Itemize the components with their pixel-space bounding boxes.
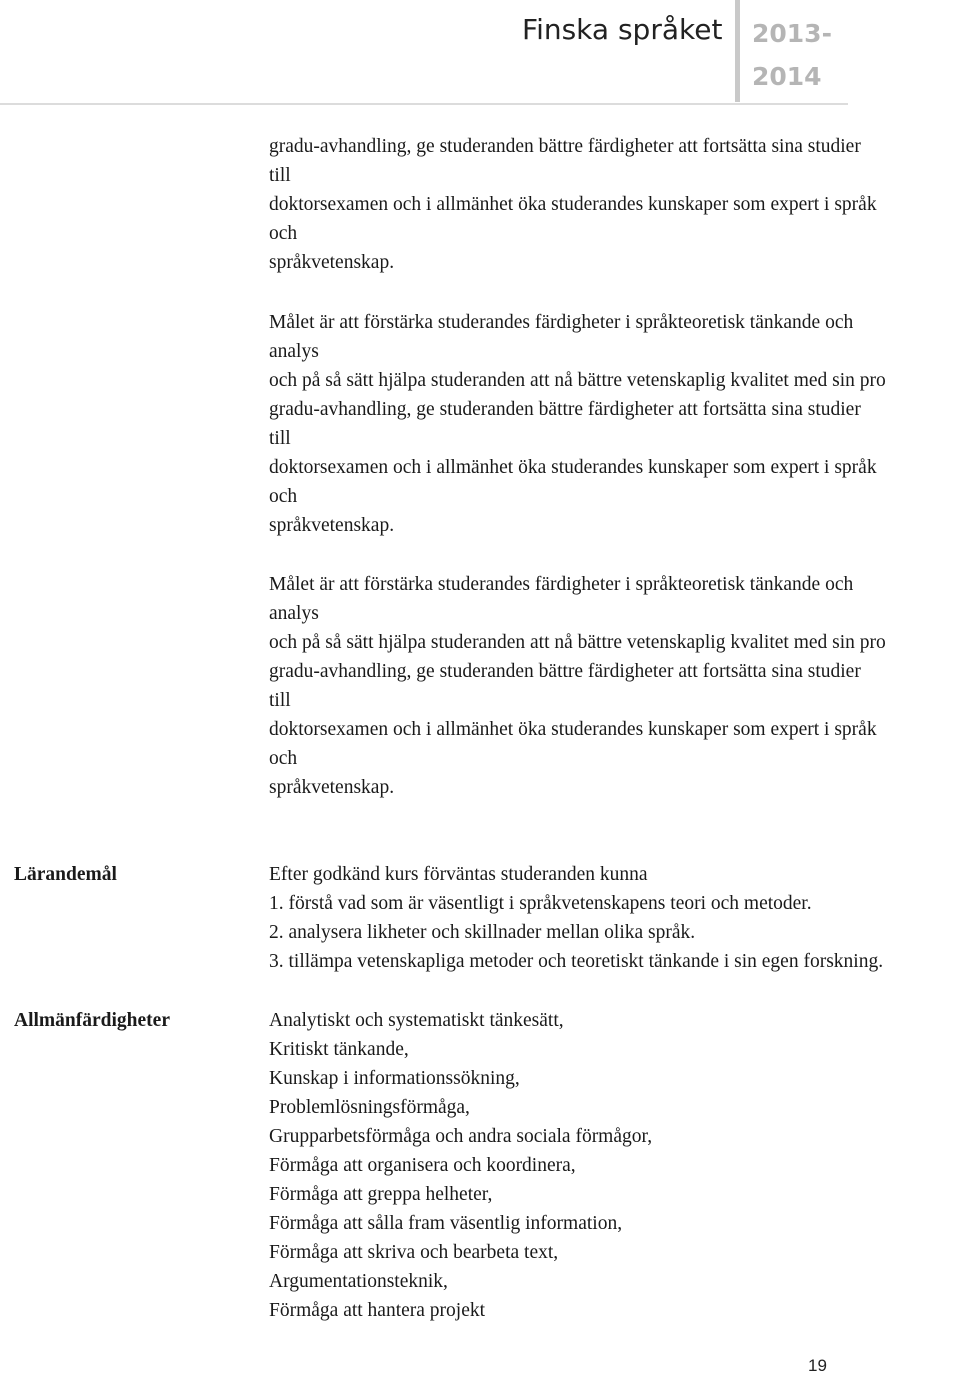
list-item: Analytiskt och systematiskt tänkesätt, xyxy=(269,1010,564,1031)
text-line: Målet är att förstärka studerandes färdigheter i språkteoretisk tänkande och xyxy=(269,312,854,333)
text-line: analys xyxy=(269,341,319,362)
list-item: 1. förstå vad som är väsentligt i språkvetenskapens teori och metoder. xyxy=(269,893,812,914)
text-line: gradu-avhandling, ge studeranden bättre färdigheter att fortsätta sina studier xyxy=(269,661,861,682)
header-year-end: 2014 xyxy=(752,62,822,91)
list-item: Förmåga att hantera projekt xyxy=(269,1300,486,1321)
text-line: Målet är att förstärka studerandes färdigheter i språkteoretisk tänkande och xyxy=(269,574,854,595)
header-rule xyxy=(0,103,848,105)
list-item: 3. tillämpa vetenskapliga metoder och teoretiskt tänkande i sin egen forskning. xyxy=(269,951,884,972)
header-title: Finska språket xyxy=(522,13,723,46)
text-line: doktorsexamen och i allmänhet öka studerandes kunskaper som expert i språk xyxy=(269,194,877,215)
paragraph-3 xyxy=(269,570,886,802)
text-line: språkvetenskap. xyxy=(269,777,395,798)
page-number: 19 xyxy=(808,1356,827,1375)
text-line: till xyxy=(269,690,291,711)
section-label-larandemal: Lärandemål xyxy=(14,864,117,885)
list-item: 2. analysera likheter och skillnader mellan olika språk. xyxy=(269,922,696,943)
text-line: och på så sätt hjälpa studeranden att nå bättre vetenskaplig kvalitet med sin pro xyxy=(269,632,886,653)
paragraph-1 xyxy=(269,132,877,277)
text-line: och xyxy=(269,486,298,507)
text-line: och xyxy=(269,223,298,244)
text-line: och på så sätt hjälpa studeranden att nå bättre vetenskaplig kvalitet med sin pro xyxy=(269,370,886,391)
text-line: analys xyxy=(269,603,319,624)
list-item: Kunskap i informationssökning, xyxy=(269,1068,520,1089)
text-line: språkvetenskap. xyxy=(269,252,395,273)
header-year-start: 2013- xyxy=(752,19,832,48)
header-divider xyxy=(735,0,740,102)
text-line: gradu-avhandling, ge studeranden bättre färdigheter att fortsätta sina studier xyxy=(269,399,861,420)
text-line: doktorsexamen och i allmänhet öka studerandes kunskaper som expert i språk xyxy=(269,719,877,740)
list-item: Problemlösningsförmåga, xyxy=(269,1097,470,1118)
text-line: till xyxy=(269,165,291,186)
section-content-larandemal xyxy=(269,860,883,976)
text-line: doktorsexamen och i allmänhet öka studerandes kunskaper som expert i språk xyxy=(269,457,877,478)
list-item: Förmåga att greppa helheter, xyxy=(269,1184,493,1205)
list-item: Grupparbetsförmåga och andra sociala förmågor, xyxy=(269,1126,653,1147)
list-item: Förmåga att skriva och bearbeta text, xyxy=(269,1242,559,1263)
text-line: och xyxy=(269,748,298,769)
list-item: Argumentationsteknik, xyxy=(269,1271,448,1292)
paragraph-2 xyxy=(269,308,886,540)
section-content-allmanfardigheter xyxy=(269,1006,652,1325)
section-label-allmanfardigheter: Allmänfärdigheter xyxy=(14,1010,170,1031)
list-item: Kritiskt tänkande, xyxy=(269,1039,409,1060)
text-line: till xyxy=(269,428,291,449)
list-item: Förmåga att organisera och koordinera, xyxy=(269,1155,576,1176)
text-line: gradu-avhandling, ge studeranden bättre färdigheter att fortsätta sina studier xyxy=(269,136,861,157)
text-line: språkvetenskap. xyxy=(269,515,395,536)
list-item: Förmåga att sålla fram väsentlig information, xyxy=(269,1213,623,1234)
list-item: Efter godkänd kurs förväntas studeranden kunna xyxy=(269,864,648,885)
